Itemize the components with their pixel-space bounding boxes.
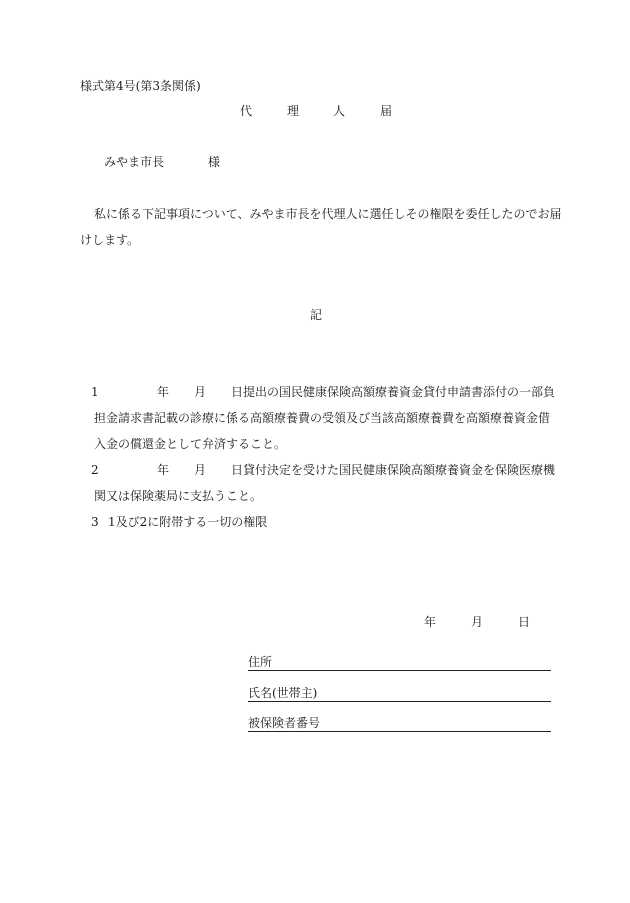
title-char-4: 届 (380, 104, 393, 118)
addressee-honorific: 様 (208, 155, 221, 169)
date-month: 月 (471, 615, 484, 629)
address-field[interactable] (248, 654, 551, 671)
item-1-month: 月 (194, 385, 207, 399)
address-label: 住所 (248, 655, 273, 669)
form-number: 様式第4号(第3条関係) (80, 79, 201, 93)
title-char-1: 代 (240, 104, 253, 118)
item-1-number: 1 (91, 385, 99, 399)
item-1-year: 年 (157, 385, 170, 399)
body-text-line-2: けします。 (80, 233, 140, 247)
insured-number-label: 被保険者番号 (248, 716, 321, 730)
item-2-number: 2 (91, 463, 99, 477)
addressee: みやま市長 (104, 155, 165, 169)
date-day: 日 (518, 615, 531, 629)
title-char-3: 人 (333, 104, 346, 118)
title-char-2: 理 (287, 104, 300, 118)
item-2-line2: 関又は保険薬局に支払うこと。 (94, 489, 263, 503)
item-3-number: 3 (91, 515, 99, 529)
ki-heading: 記 (310, 308, 323, 322)
body-text-line-1: 私に係る下記事項について、みやま市長を代理人に選任しその権限を委任したのでお届 (94, 207, 562, 221)
insured-number-field[interactable] (248, 715, 551, 732)
item-1-line3: 入金の償還金として弁済すること。 (94, 437, 287, 451)
name-field[interactable] (248, 685, 551, 702)
item-2-month: 月 (194, 463, 207, 477)
date-year: 年 (424, 615, 437, 629)
item-2-line1: 日貸付決定を受けた国民健康保険高額療養資金を保険医療機 (231, 463, 556, 477)
name-label: 氏名(世帯主) (248, 686, 318, 700)
item-1-line1: 日提出の国民健康保険高額療養資金貸付申請書添付の一部負 (231, 385, 556, 399)
item-1-line2: 担金請求書記載の診療に係る高額療養費の受領及び当該高額療養費を高額療養資金借 (94, 411, 551, 425)
item-2-year: 年 (157, 463, 170, 477)
item-3-text: 1及び2に附帯する一切の権限 (108, 515, 268, 529)
